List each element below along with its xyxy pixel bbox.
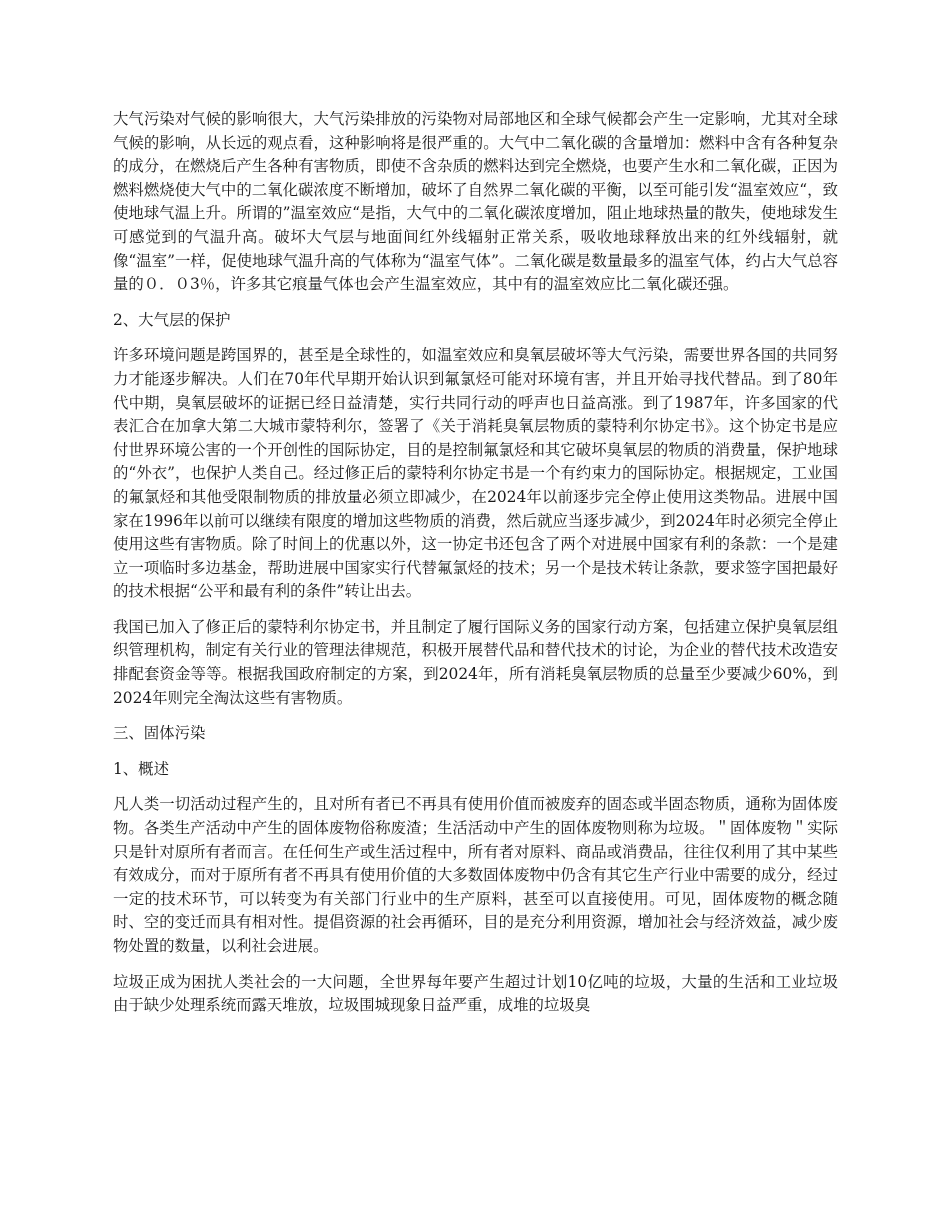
section-heading-solid-pollution: 三、固体污染 xyxy=(113,724,206,743)
paragraph-garbage-problem: 垃圾正成为困扰人类社会的一大问题，全世界每年要产生超过计划10亿吨的垃圾，大量的生活和工业垃圾由于缺少处理系统而露天堆放，垃圾围城现象日益严重，成堆的垃圾臭 xyxy=(113,972,838,1015)
paragraph-climate-impact: 大气污染对气候的影响很大，大气污染排放的污染物对局部地区和全球气候都会产生一定影响，尤其对全球气候的影响，从长远的观点看，这种影响将是很严重的。大气中二氧化碳的含量增加：燃料中含有各种复杂的成分，在燃烧后产生各种有害物质，即使不含杂质的燃料达到完全燃烧，也要产生水和二氧化碳，正因为燃料燃烧使大气中的二氧化碳浓度不断增加，破坏了自然界二氧化碳的平衡，以至可能引发“温室效应“，致使地球气温上升。所谓的”温室效应“是指，大气中的二氧化碳浓度增加，阻止地球热量的散失，使地球发生可感觉到的气温升高。破坏大气层与地面间红外线辐射正常关系，吸收地球释放出来的红外线辐射，就像“温室”一样，促使地球气温升高的气体称为“温室气体”。二氧化碳是数量最多的温室气体，约占大气总容量的０．０3％，许多其它痕量气体也会产生温室效应，其中有的温室效应比二氧化碳还强。 xyxy=(113,110,838,294)
paragraph-china-action: 我国已加入了修正后的蒙特利尔协定书，并且制定了履行国际义务的国家行动方案，包括建立保护臭氧层组织管理机构，制定有关行业的管理法律规范，积极开展替代品和替代技术的讨论，为企业的替代技术改造安排配套资金等等。根据我国政府制定的方案，到2024年，所有消耗臭氧层物质的总量至少要减少60%，到2024年则完全淘汰这些有害物质。 xyxy=(113,617,838,707)
section-heading-atmosphere-protection: 2、大气层的保护 xyxy=(113,310,231,329)
section-heading-overview: 1、概述 xyxy=(113,759,169,778)
paragraph-montreal-protocol: 许多环境问题是跨国界的，甚至是全球性的，如温室效应和臭氧层破坏等大气污染，需要世界各国的共同努力才能逐步解决。人们在70年代早期开始认识到氟氯烃可能对环境有害，并且开始寻找代替品。到了80年代中期，臭氧层破坏的证据已经日益清楚，实行共同行动的呼声也日益高涨。到了1987年，许多国家的代表汇合在加拿大第二大城市蒙特利尔，签署了《关于消耗臭氧层物质的蒙特利尔协定书》。这个协定书是应付世界环境公害的一个开创性的国际协定，目的是控制氟氯烃和其它破坏臭氧层的物质的消费量，保护地球的“外衣”，也保护人类自己。经过修正后的蒙特利尔协定书是一个有约束力的国际协定。根据规定，工业国的氟氯烃和其他受限制物质的排放量必须立即减少，在2024年以前逐步完全停止使用这类物品。进展中国家在1996年以前可以继续有限度的增加这些物质的消费，然后就应当逐步减少，到2024年时必须完全停止使用这些有害物质。除了时间上的优惠以外，这一协定书还包含了两个对进展中国家有利的条款：一个是建立一项临时多边基金，帮助进展中国家实行代替氟氯烃的技术；另一个是技术转让条款，要求签字国把最好的技术根据“公平和最有利的条件”转让出去。 xyxy=(113,346,838,601)
paragraph-solid-waste-definition: 凡人类一切活动过程产生的，且对所有者已不再具有使用价值而被废弃的固态或半固态物质，通称为固体废物。各类生产活动中产生的固体废物俗称废渣；生活活动中产生的固体废物则称为垃圾。＂固体废物＂实际只是针对原所有者而言。在任何生产或生活过程中，所有者对原料、商品或消费品，往往仅利用了其中某些有效成分，而对于原所有者不再具有使用价值的大多数固体废物中仍含有其它生产行业中需要的成分，经过一定的技术环节，可以转变为有关部门行业中的生产原料，甚至可以直接使用。可见，固体废物的概念随时、空的变迁而具有相对性。提倡资源的社会再循环，目的是充分利用资源，增加社会与经济效益，减少废物处置的数量，以利社会进展。 xyxy=(113,795,838,955)
